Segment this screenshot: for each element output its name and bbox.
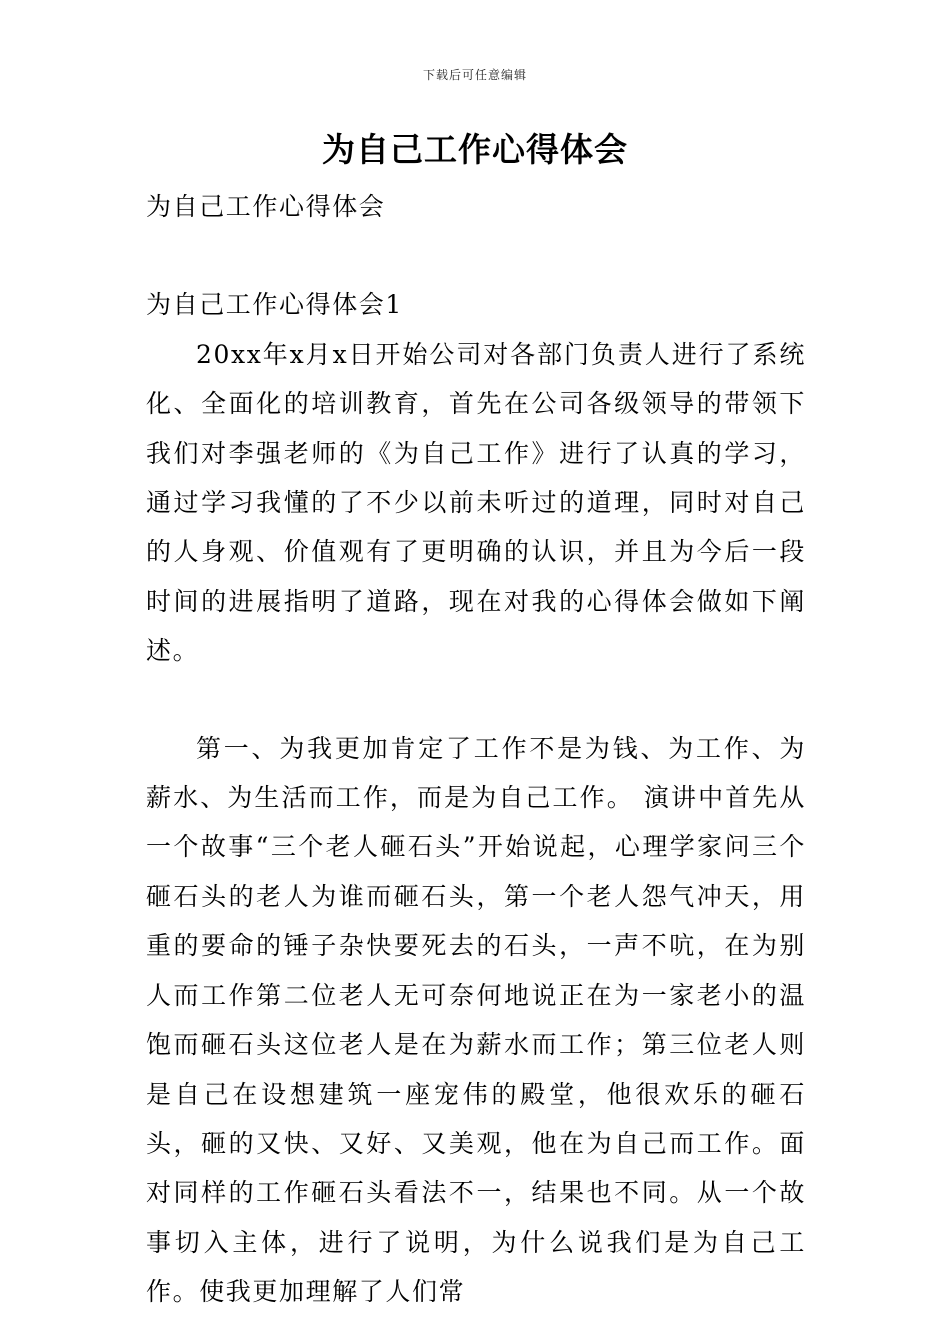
download-note: 下载后可任意编辑: [422, 68, 527, 82]
document-title: 为自己工作心得体会: [322, 130, 628, 169]
document-body: [146, 182, 806, 1317]
document-subtitle: 为自己工作心得体会: [146, 192, 386, 221]
paragraph-1: 20xx年x月x日开始公司对各部门负责人进行了系统化、全面化的培训教育，首先在公司各级领导的带领下我们对李强老师的《为自己工作》进行了认真的学习，通过学习我懂的了不少以前未听过的道理，同时对自己的人身观、价值观有了更明确的认识，并且为今后一段时间的进展指明了道路，现在对我的心得体会做如下阐述。: [146, 339, 806, 666]
section-heading: 为自己工作心得体会1: [146, 290, 403, 320]
paragraph-2: 第一、为我更加肯定了工作不是为钱、为工作、为薪水、为生活而工作，而是为自己工作。 演讲中首先从一个故事“三个老人砸石头”开始说起，心理学家问三个砸石头的老人为谁而砸石头，第一个老人怨气冲天，用重的要命的锤子杂快要死去的石头，一声不吭，在为别人而工作第二位老人无可奈何地说正在为一家老小的温饱而砸石头这位老人是在为薪水而工作；第三位老人则是自己在设想建筑一座宠伟的殿堂，他很欢乐的砸石头，砸的又快、又好、又美观，他在为自己而工作。面对同样的工作砸石头看法不一，结果也不同。从一个故事切入主体，进行了说明，为什么说我们是为自己工作。使我更加理解了人们常: [146, 733, 806, 1307]
